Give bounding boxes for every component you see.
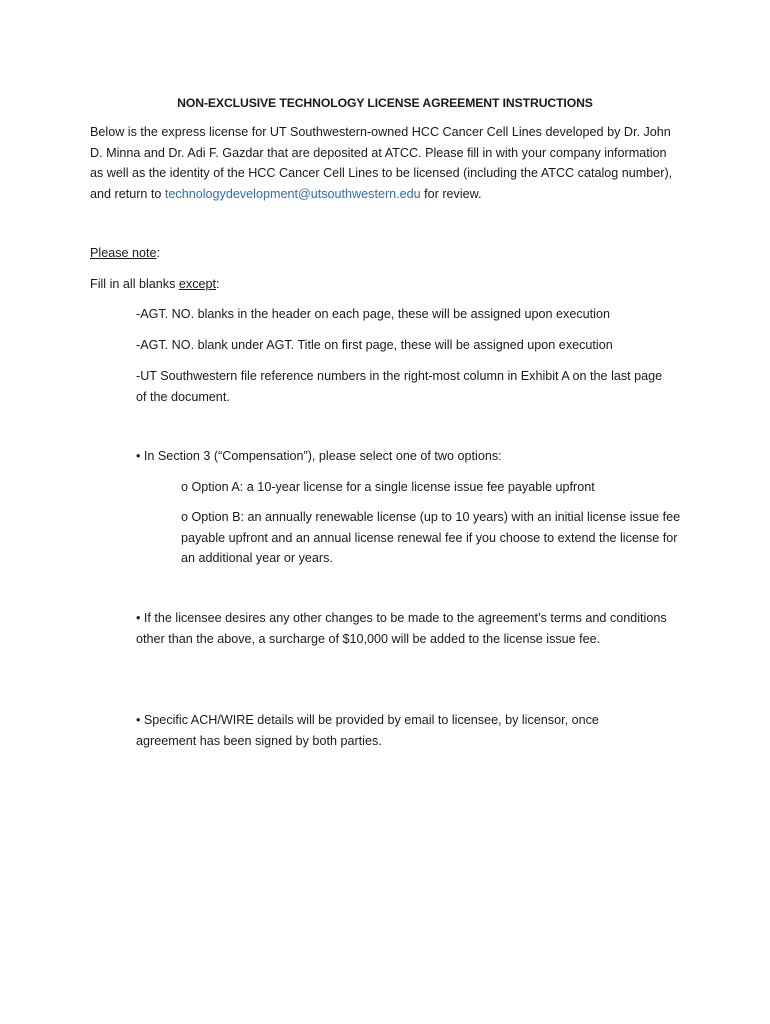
payment-bullet: • Specific ACH/WIRE details will be provided by email to licensee, by licensor, once agreement has been signed by both parties. bbox=[136, 713, 599, 748]
please-note-heading bbox=[90, 243, 160, 264]
option-a-item: o Option A: a 10-year license for a single license issue fee payable upfront bbox=[181, 480, 595, 494]
exception-item: -AGT. NO. blanks in the header on each page, these will be assigned upon execution bbox=[136, 307, 610, 321]
surcharge-bullet: • If the licensee desires any other changes to be made to the agreement’s terms and conditions other than the above, a surcharge of $10,000 will be added to the license issue fee. bbox=[136, 611, 667, 646]
intro-paragraph bbox=[90, 122, 680, 204]
please-note-label: Please note bbox=[90, 246, 157, 260]
intro-text: Below is the express license for UT Southwestern-owned HCC Cancer Cell Lines developed by Dr. John D. Minna and Dr. Adi F. Gazdar that are deposited at ATCC. Please fill in with your company information as well as the identity of the HCC Cancer Cell Lines to be licensed (including the ATCC catalog number), and return to bbox=[90, 125, 673, 201]
fill-blanks-prefix: Fill in all blanks bbox=[90, 277, 179, 291]
exception-item: -AGT. NO. blank under AGT. Title on first page, these will be assigned upon execution bbox=[136, 338, 613, 352]
fill-blanks-colon: : bbox=[216, 277, 220, 291]
exception-item: -UT Southwestern file reference numbers in the right-most column in Exhibit A on the last page of the document. bbox=[136, 369, 663, 404]
fill-blanks-line bbox=[90, 274, 220, 295]
document-title: NON-EXCLUSIVE TECHNOLOGY LICENSE AGREEMENT INSTRUCTIONS bbox=[177, 96, 593, 110]
section3-bullet: • In Section 3 (“Compensation”), please select one of two options: bbox=[136, 449, 502, 463]
email-link[interactable]: technologydevelopment@utsouthwestern.edu bbox=[164, 186, 421, 201]
fill-blanks-except: except bbox=[178, 277, 216, 291]
please-note-colon: : bbox=[156, 246, 161, 260]
option-b-item: o Option B: an annually renewable license (up to 10 years) with an initial license issue fee payable upfront and an annual license renewal fee if you choose to extend the license for an additional year or years. bbox=[181, 510, 681, 565]
intro-text-end: for review. bbox=[420, 186, 482, 201]
